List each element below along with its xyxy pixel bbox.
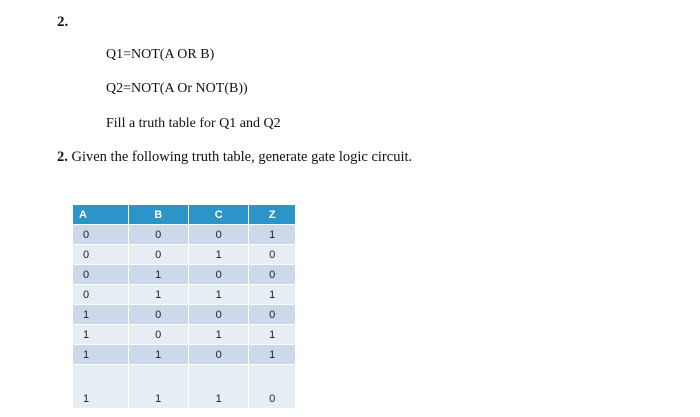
cell-z: 0 <box>249 244 295 264</box>
cell-a: 1 <box>73 364 129 408</box>
table-row <box>73 264 295 284</box>
question-number: 2. <box>57 14 69 30</box>
prompt-text: Given the following truth table, generate gate logic circuit. <box>67 149 413 165</box>
cell-z: 1 <box>249 324 295 344</box>
header-z: Z <box>249 205 295 224</box>
truth-table <box>73 205 295 408</box>
given-prompt <box>57 149 412 166</box>
q1-expression: Q1=NOT(A OR B) <box>106 47 215 62</box>
cell-b: 1 <box>129 344 189 364</box>
header-a: A <box>73 205 129 224</box>
cell-b: 1 <box>129 264 189 284</box>
cell-z: 1 <box>249 224 295 244</box>
q2-expression: Q2=NOT(A Or NOT(B)) <box>106 81 248 96</box>
cell-c: 1 <box>189 244 249 264</box>
cell-b: 1 <box>129 284 189 304</box>
table-row <box>73 304 295 324</box>
cell-a: 0 <box>73 244 129 264</box>
cell-c: 0 <box>189 224 249 244</box>
cell-a: 0 <box>73 224 129 244</box>
cell-a: 1 <box>73 324 129 344</box>
header-c: C <box>189 205 249 224</box>
cell-z: 1 <box>249 344 295 364</box>
cell-b: 0 <box>129 324 189 344</box>
cell-z: 1 <box>249 284 295 304</box>
header-b: B <box>129 205 189 224</box>
cell-b: 0 <box>129 224 189 244</box>
table-row <box>73 324 295 344</box>
cell-c: 0 <box>189 304 249 324</box>
cell-a: 1 <box>73 344 129 364</box>
cell-z: 0 <box>249 304 295 324</box>
table-row <box>73 284 295 304</box>
cell-c: 0 <box>189 264 249 284</box>
table-row <box>73 244 295 264</box>
table-row <box>73 344 295 364</box>
cell-z: 0 <box>249 364 295 408</box>
fill-instruction: Fill a truth table for Q1 and Q2 <box>106 116 281 131</box>
cell-c: 0 <box>189 344 249 364</box>
cell-z: 0 <box>249 264 295 284</box>
table-row <box>73 224 295 244</box>
prompt-number: 2. <box>57 149 68 165</box>
cell-a: 0 <box>73 264 129 284</box>
cell-c: 1 <box>189 284 249 304</box>
table-header-row <box>73 205 295 224</box>
table-row <box>73 364 295 408</box>
cell-c: 1 <box>189 364 249 408</box>
cell-a: 1 <box>73 304 129 324</box>
cell-a: 0 <box>73 284 129 304</box>
cell-b: 0 <box>129 244 189 264</box>
cell-b: 0 <box>129 304 189 324</box>
cell-b: 1 <box>129 364 189 408</box>
cell-c: 1 <box>189 324 249 344</box>
